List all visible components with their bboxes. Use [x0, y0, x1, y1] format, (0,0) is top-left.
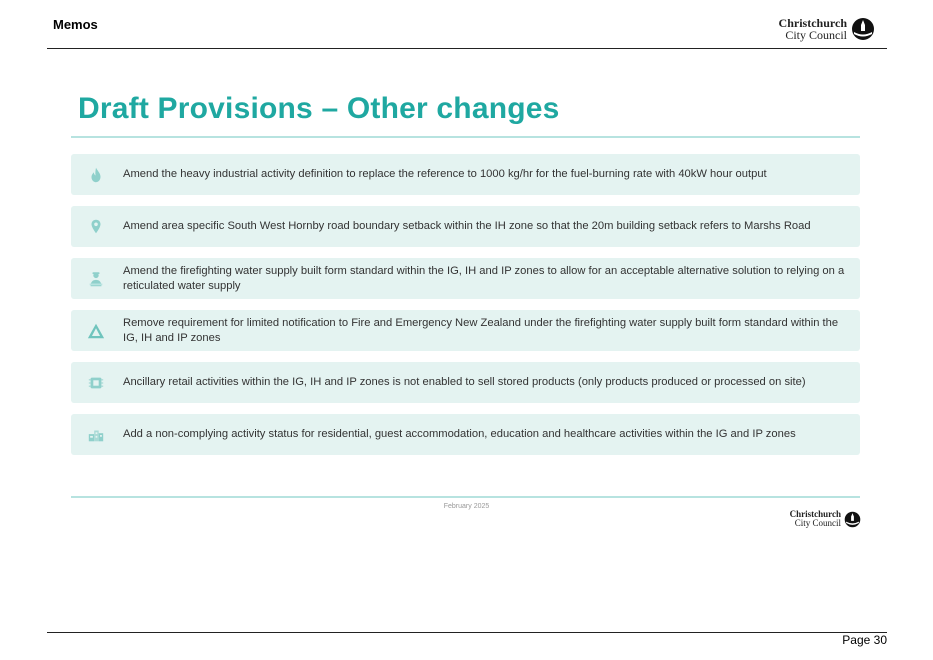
footer-council-logo	[790, 510, 861, 528]
logo-line2: City Council	[785, 28, 847, 42]
item-text: Add a non-complying activity status for residential, guest accommodation, education and healthcare activities within the IG and IP zones	[123, 428, 796, 440]
item-text: Amend area specific South West Hornby road boundary setback within the IH zone so that the 20m building setback refers to Marshs Road	[123, 220, 811, 232]
memo-header	[47, 10, 887, 49]
cathedral-emblem-icon	[851, 17, 875, 41]
warning-triangle-icon	[87, 322, 105, 340]
list-item	[71, 258, 860, 299]
list-item	[71, 414, 860, 455]
firefighter-icon	[87, 270, 105, 288]
cathedral-emblem-icon	[844, 511, 861, 528]
location-pin-icon	[87, 218, 105, 236]
page-number: Page 30	[842, 633, 887, 647]
item-text: Amend the firefighting water supply built form standard within the IG, IH and IP zones to allow for an acceptable alternative solution to relying on a reticulated water supply	[123, 264, 845, 292]
page-footer	[47, 632, 887, 647]
footer-date: February 2025	[443, 503, 490, 510]
footer-logo-line1: Christchurch	[789, 509, 841, 519]
list-item	[71, 206, 860, 247]
title-divider	[71, 136, 860, 138]
footer-divider	[71, 496, 860, 498]
buildings-icon	[87, 426, 105, 444]
list-item	[71, 310, 860, 351]
item-text: Ancillary retail activities within the IG, IH and IP zones is not enabled to sell stored products (only products produced or processed on site)	[123, 376, 806, 388]
council-logo	[779, 17, 875, 41]
item-text: Amend the heavy industrial activity definition to replace the reference to 1000 kg/hr for the fuel-burning rate with 40kW hour output	[123, 168, 767, 180]
footer-logo-line2: City Council	[794, 518, 841, 528]
list-item	[71, 362, 860, 403]
chip-icon	[87, 374, 105, 392]
slide-title: Draft Provisions – Other changes	[78, 92, 560, 125]
flame-icon	[87, 166, 105, 184]
item-text: Remove requirement for limited notification to Fire and Emergency New Zealand under the firefighting water supply built form standard within the IG, IH and IP zones	[123, 316, 839, 344]
logo-line1: Christchurch	[778, 16, 847, 30]
list-item	[71, 154, 860, 195]
memo-title: Memos	[53, 17, 98, 32]
